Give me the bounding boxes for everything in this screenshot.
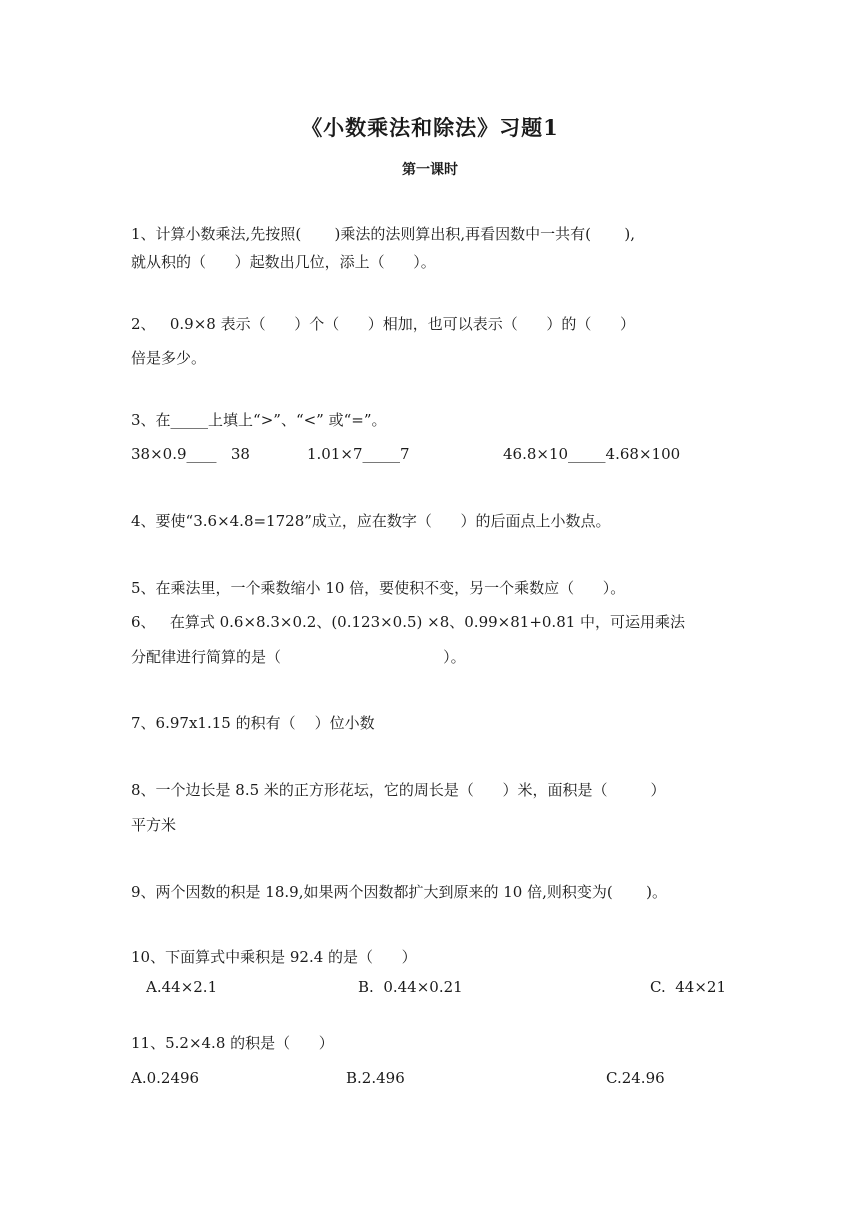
question-11-option-b: B.2.496 [346, 1069, 405, 1087]
question-11-line-1: 11、5.2×4.8 的积是（ ） [131, 1034, 334, 1052]
question-10-option-a: A.44×2.1 [146, 978, 218, 996]
lesson-subtitle: 第一课时 [402, 162, 458, 178]
question-6-line-1: 6、 在算式 0.6×8.3×0.2、(0.123×0.5) ×8、0.99×81+0.81 中，可运用乘法 [131, 613, 686, 631]
question-6-line-2: 分配律进行简算的是（ ）。 [131, 648, 466, 666]
question-11-option-a: A.0.2496 [131, 1069, 200, 1087]
question-4-line-1: 4、要使“3.6×4.8=1728”成立，应在数字（ ）的后面点上小数点。 [131, 512, 611, 530]
question-3-item-2: 1.01×7_____7 [307, 445, 410, 463]
question-8-line-1: 8、一个边长是 8.5 米的正方形花坛，它的周长是（ ）米，面积是（ ） [131, 781, 666, 799]
question-5-line-1: 5、在乘法里，一个乘数缩小 10 倍，要使积不变，另一个乘数应（ ）。 [131, 579, 626, 597]
question-10-line-1: 10、下面算式中乘积是 92.4 的是（ ） [131, 948, 417, 966]
question-3-item-1: 38×0.9____ 38 [131, 445, 250, 463]
question-9-line-1: 9、两个因数的积是 18.9,如果两个因数都扩大到原来的 10 倍,则积变为( )。 [131, 883, 667, 901]
question-1-line-2: 就从积的（ ）起数出几位，添上（ ）。 [131, 253, 436, 271]
question-11-option-c: C.24.96 [606, 1069, 665, 1087]
question-3-line-1: 3、在_____上填上“>”、“<” 或“=”。 [131, 411, 387, 429]
worksheet-title: 《小数乘法和除法》习题1 [301, 115, 559, 140]
question-1-line-1: 1、计算小数乘法,先按照( )乘法的法则算出积,再看因数中一共有( ), [131, 225, 636, 243]
question-2-line-1: 2、 0.9×8 表示（ ）个（ ）相加，也可以表示（ ）的（ ） [131, 315, 636, 333]
question-8-line-2: 平方米 [131, 816, 177, 834]
question-2-line-2: 倍是多少。 [131, 349, 207, 367]
question-10-option-c: C. 44×21 [650, 978, 726, 996]
question-3-item-3: 46.8×10_____4.68×100 [503, 445, 681, 463]
question-7-line-1: 7、6.97x1.15 的积有（ ）位小数 [131, 714, 375, 732]
question-10-option-b: B. 0.44×0.21 [358, 978, 463, 996]
